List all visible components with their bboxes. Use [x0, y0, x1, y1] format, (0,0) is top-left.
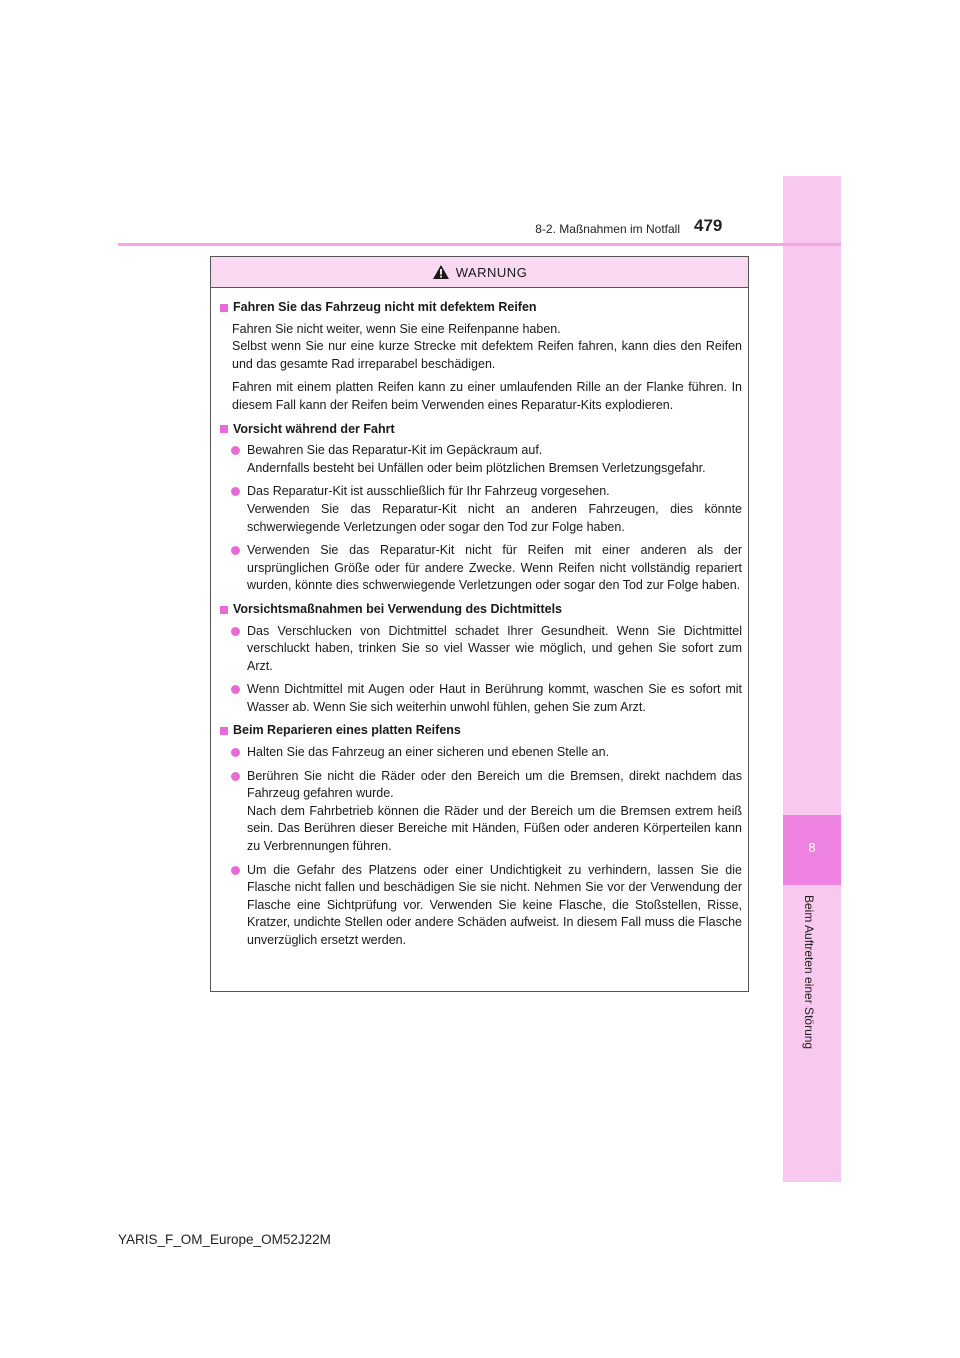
paragraph-line: Fahren Sie nicht weiter, wenn Sie eine Reifenpanne haben.: [232, 321, 561, 336]
list-item-line: Berühren Sie nicht die Räder oder den Bereich um die Bremsen, direkt nachdem das Fahrzeug gefahren wurde.: [247, 768, 742, 801]
list-item-line: Wenn Dichtmittel mit Augen oder Haut in Berührung kommt, waschen Sie es sofort mit Wasser ab. Wenn Sie sich weiterhin unwohl fühlen, gehen Sie zum Arzt.: [247, 682, 742, 714]
list-item-line: Das Verschlucken von Dichtmittel schadet Ihrer Gesundheit. Wenn Sie Dichtmittel verschluckt haben, trinken Sie so viel Wasser wie möglich, und gehen Sie sofort zum Arzt.: [247, 623, 742, 673]
round-bullet-icon: [231, 866, 240, 875]
round-bullet-icon: [231, 546, 240, 555]
list-item-line: Halten Sie das Fahrzeug an einer sicheren und ebenen Stelle an.: [247, 745, 610, 760]
paragraph-line: Selbst wenn Sie nur eine kurze Strecke mit defektem Reifen fahren, kann dies den Reifen und das gesamte Rad irreparabel beschädigen.: [232, 339, 742, 371]
list-item-line: Das Reparatur-Kit ist ausschließlich für Ihr Fahrzeug vorgesehen.: [247, 484, 610, 499]
section-heading-text: Vorsicht während der Fahrt: [233, 421, 395, 436]
list-item: [231, 862, 742, 950]
list-item-text: [247, 862, 742, 950]
list-item-line: Bewahren Sie das Reparatur-Kit im Gepäckraum auf.: [247, 443, 543, 458]
list-item-text: [247, 483, 742, 536]
list-item-text: [247, 442, 742, 477]
list-item-line: Verwenden Sie das Reparatur-Kit nicht an anderen Fahrzeugen, dies könnte schwerwiegende Verletzungen oder sogar den Tod zur Folge haben.: [247, 501, 742, 534]
list-item: [231, 681, 742, 716]
list-item-text: [247, 744, 742, 762]
list-item-text: [247, 681, 742, 716]
warning-body: [211, 288, 748, 950]
list-item: [231, 483, 742, 536]
list-item-line: Nach dem Fahrbetrieb können die Räder und der Bereich um die Bremsen extrem heiß sein. Das Berühren dieser Bereiche mit Händen, Füßen oder anderen Körperteilen kann zu Verbrennungen führen.: [247, 803, 742, 854]
paragraph: [232, 321, 742, 374]
list-item: [231, 442, 742, 477]
square-bullet-icon: [220, 425, 228, 433]
list-item: [231, 542, 742, 595]
list-item: [231, 744, 742, 762]
section-heading: [220, 722, 742, 740]
warning-header: [211, 257, 748, 288]
list-item-line: Verwenden Sie das Reparatur-Kit nicht für Reifen mit einer anderen als der ursprünglichen Größe oder für andere Zwecke. Wenn Reifen nicht vollständig repariert wurden, könnte dies schwerwiegende Verletzungen oder sogar den Tod zur Folge haben.: [247, 543, 742, 593]
paragraph-line: Fahren mit einem platten Reifen kann zu einer umlaufenden Rille an der Flanke führen. In diesem Fall kann der Reifen beim Verwenden eines Reparatur-Kits explodieren.: [232, 380, 742, 412]
section-title: 8-2. Maßnahmen im Notfall: [535, 222, 680, 236]
section-heading: [220, 601, 742, 619]
list-item-line: Andernfalls besteht bei Unfällen oder beim plötzlichen Bremsen Verletzungsgefahr.: [247, 460, 706, 475]
list-item-line: Um die Gefahr des Platzens oder einer Undichtigkeit zu verhindern, lassen Sie die Flasche nicht fallen und beschädigen Sie sie nicht. Nehmen Sie vor der Verwendung der Flasche eine Sichtprüfung vor. Verwenden Sie keine Flasche, die Stoßstellen, Risse, Kratzer, undichte Stellen oder andere Schäden aufweist. In diesem Fall muss die Flasche unverzüglich ersetzt werden.: [247, 862, 742, 947]
warning-triangle-icon: [432, 264, 450, 280]
list-item-text: [247, 542, 742, 595]
section-heading: [220, 421, 742, 439]
section-heading-text: Vorsichtsmaßnahmen bei Verwendung des Dichtmittels: [233, 601, 563, 616]
list-item: [231, 768, 742, 856]
list-item-text: [247, 768, 742, 856]
list-item: [231, 623, 742, 676]
section-heading: [220, 299, 742, 317]
square-bullet-icon: [220, 304, 228, 312]
round-bullet-icon: [231, 446, 240, 455]
header-divider: [118, 243, 841, 246]
paragraph: [232, 379, 742, 414]
chapter-title: Beim Auftreten einer Störung: [802, 895, 816, 1050]
list-item-text: [247, 623, 742, 676]
square-bullet-icon: [220, 606, 228, 614]
round-bullet-icon: [231, 627, 240, 636]
warning-box: [210, 256, 749, 992]
section-heading-text: Beim Reparieren eines platten Reifens: [233, 723, 461, 738]
round-bullet-icon: [231, 487, 240, 496]
section-heading-text: Fahren Sie das Fahrzeug nicht mit defektem Reifen: [233, 300, 537, 314]
round-bullet-icon: [231, 772, 240, 781]
document-code: YARIS_F_OM_Europe_OM52J22M: [118, 1232, 331, 1247]
chapter-number: 8: [783, 815, 841, 885]
square-bullet-icon: [220, 727, 228, 735]
round-bullet-icon: [231, 685, 240, 694]
warning-title: WARNUNG: [455, 264, 528, 280]
round-bullet-icon: [231, 748, 240, 757]
page-number: 479: [694, 216, 723, 235]
